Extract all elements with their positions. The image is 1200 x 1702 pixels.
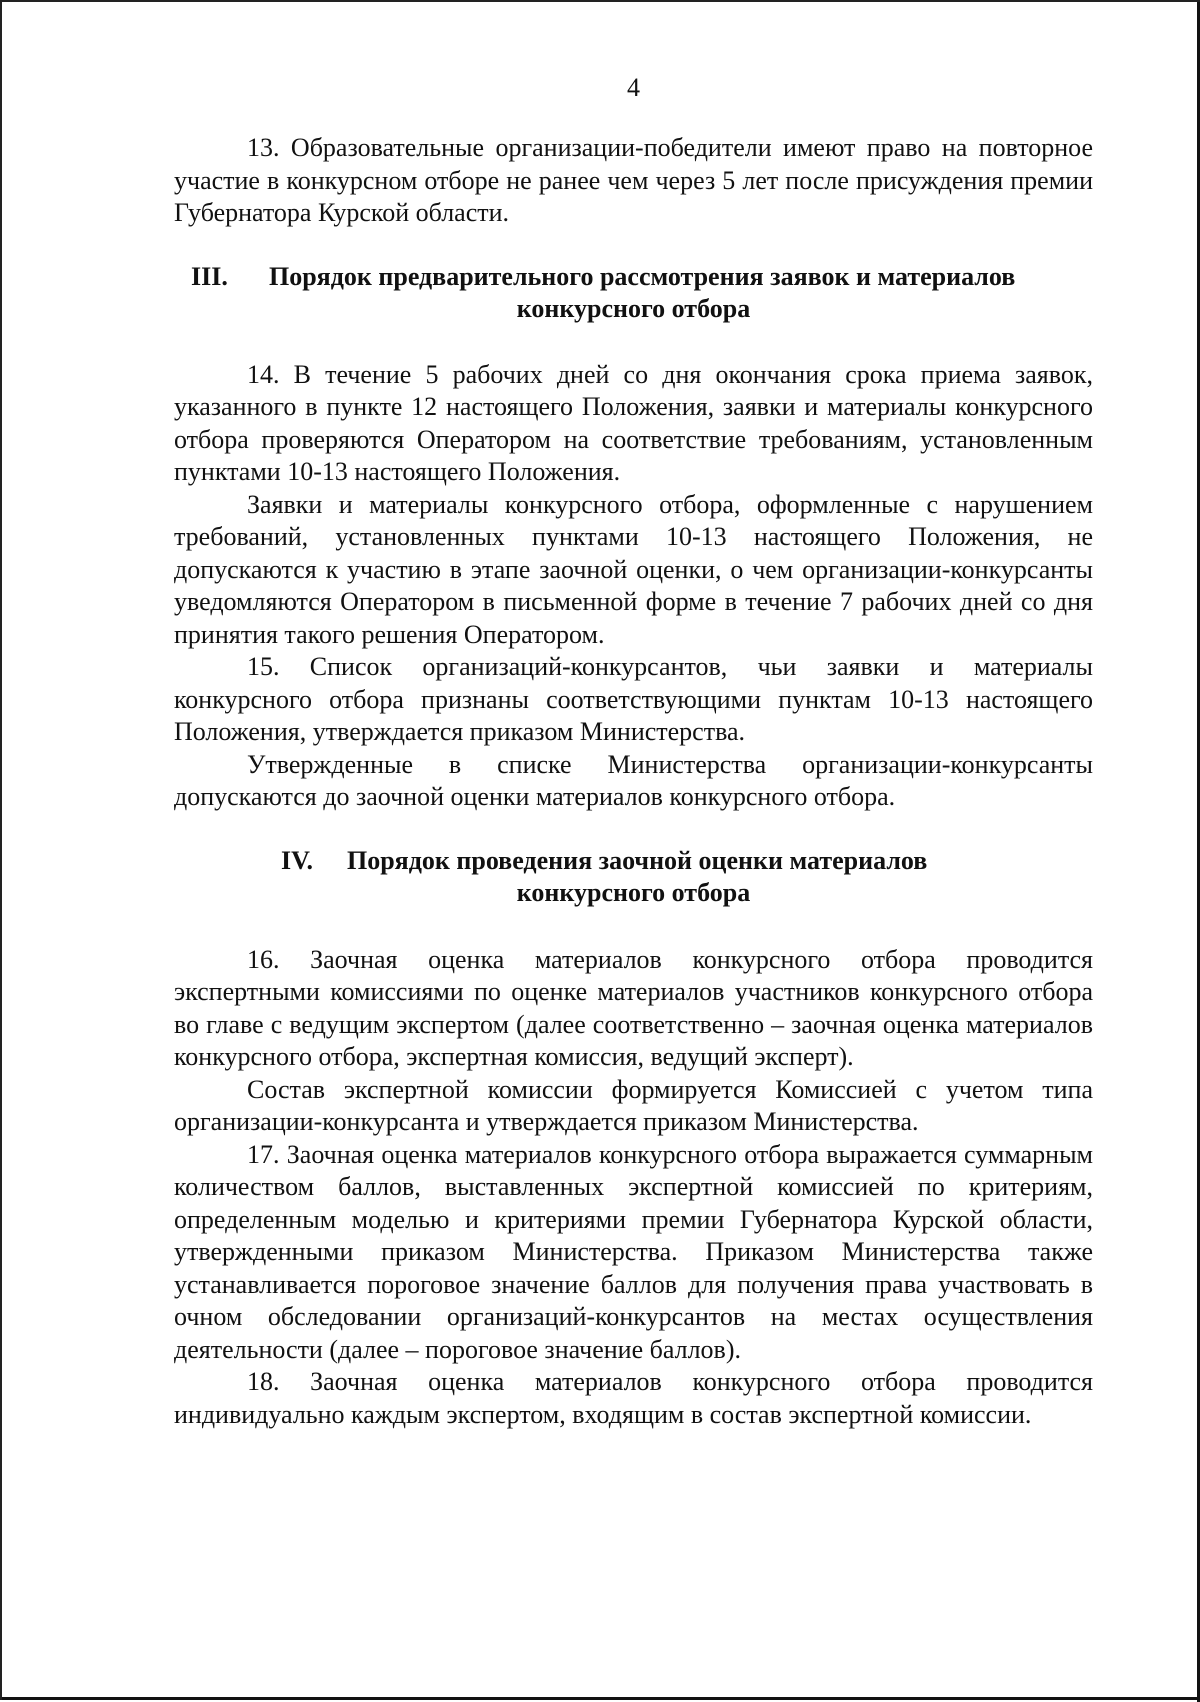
- paragraph-16: 16. Заочная оценка материалов конкурсного отбора проводится экспертными комиссиями по оценке материалов участников конкурсного отбора во главе с ведущим экспертом (далее соответственно – заочная оценка материалов конкурсного отбора, экспертная комиссия, ведущий эксперт).: [174, 944, 1093, 1071]
- section-4-numeral: IV.: [281, 845, 314, 875]
- paragraph-14: 14. В течение 5 рабочих дней со дня окончания срока приема заявок, указанного в пункте 12 настоящего Положения, заявки и материалы конкурсного отбора проверяются Оператором на соответствие требованиям, установленным пунктами 10-13 настоящего Положения.: [174, 359, 1093, 486]
- paragraph-15: 15. Список организаций-конкурсантов, чьи заявки и материалы конкурсного отбора признаны соответствующими пунктам 10-13 настоящего Положения, утверждается приказом Министерства.: [174, 652, 1093, 746]
- section-3-numeral: III.: [191, 261, 228, 291]
- section-3-heading-line-2: конкурсного отбора: [516, 294, 751, 323]
- section-4-title: Порядок проведения заочной оценки материалов: [347, 845, 928, 875]
- paragraph-15-continued: Утвержденные в списке Министерства организации-конкурсанты допускаются до заочной оценки материалов конкурсного отбора.: [174, 749, 1093, 811]
- paragraph-14-continued: Заявки и материалы конкурсного отбора, оформленные с нарушением требований, установленных пунктами 10-13 настоящего Положения, не допускаются к участию в этапе заочной оценки, о чем организации-конкурсанты уведомляются Оператором в письменной форме в течение 7 рабочих дней со дня принятия такого решения Оператором.: [174, 489, 1093, 649]
- paragraph-16-continued: Состав экспертной комиссии формируется Комиссией с учетом типа организации-конкурсанта и утверждается приказом Министерства.: [174, 1074, 1093, 1136]
- section-4-heading-line-1: [174, 845, 1093, 878]
- section-3-title: Порядок предварительного рассмотрения заявок и материалов: [269, 261, 1016, 291]
- paragraph-17: 17. Заочная оценка материалов конкурсного отбора выражается суммарным количеством баллов, выставленных экспертной комиссией по критериям, определенным моделью и критериями премии Губернатора Курской области, утвержденными приказом Министерства. Приказом Министерства также устанавливается пороговое значение баллов для получения права участвовать в очном обследовании организаций-конкурсантов на местах осуществления деятельности (далее – пороговое значение баллов).: [174, 1139, 1093, 1364]
- section-3-heading: [174, 261, 1093, 326]
- paragraph-18: 18. Заочная оценка материалов конкурсного отбора проводится индивидуально каждым экспертом, входящим в состав экспертной комиссии.: [174, 1367, 1093, 1429]
- paragraph-13: 13. Образовательные организации-победители имеют право на повторное участие в конкурсном отборе не ранее чем через 5 лет после присуждения премии Губернатора Курской области.: [174, 133, 1093, 227]
- section-4-heading-line-2: конкурсного отбора: [516, 878, 751, 907]
- section-4-heading: [174, 845, 1093, 910]
- page-number: 4: [627, 73, 640, 102]
- section-3-heading-line-1: [174, 261, 1093, 294]
- document-body: [174, 72, 1093, 1431]
